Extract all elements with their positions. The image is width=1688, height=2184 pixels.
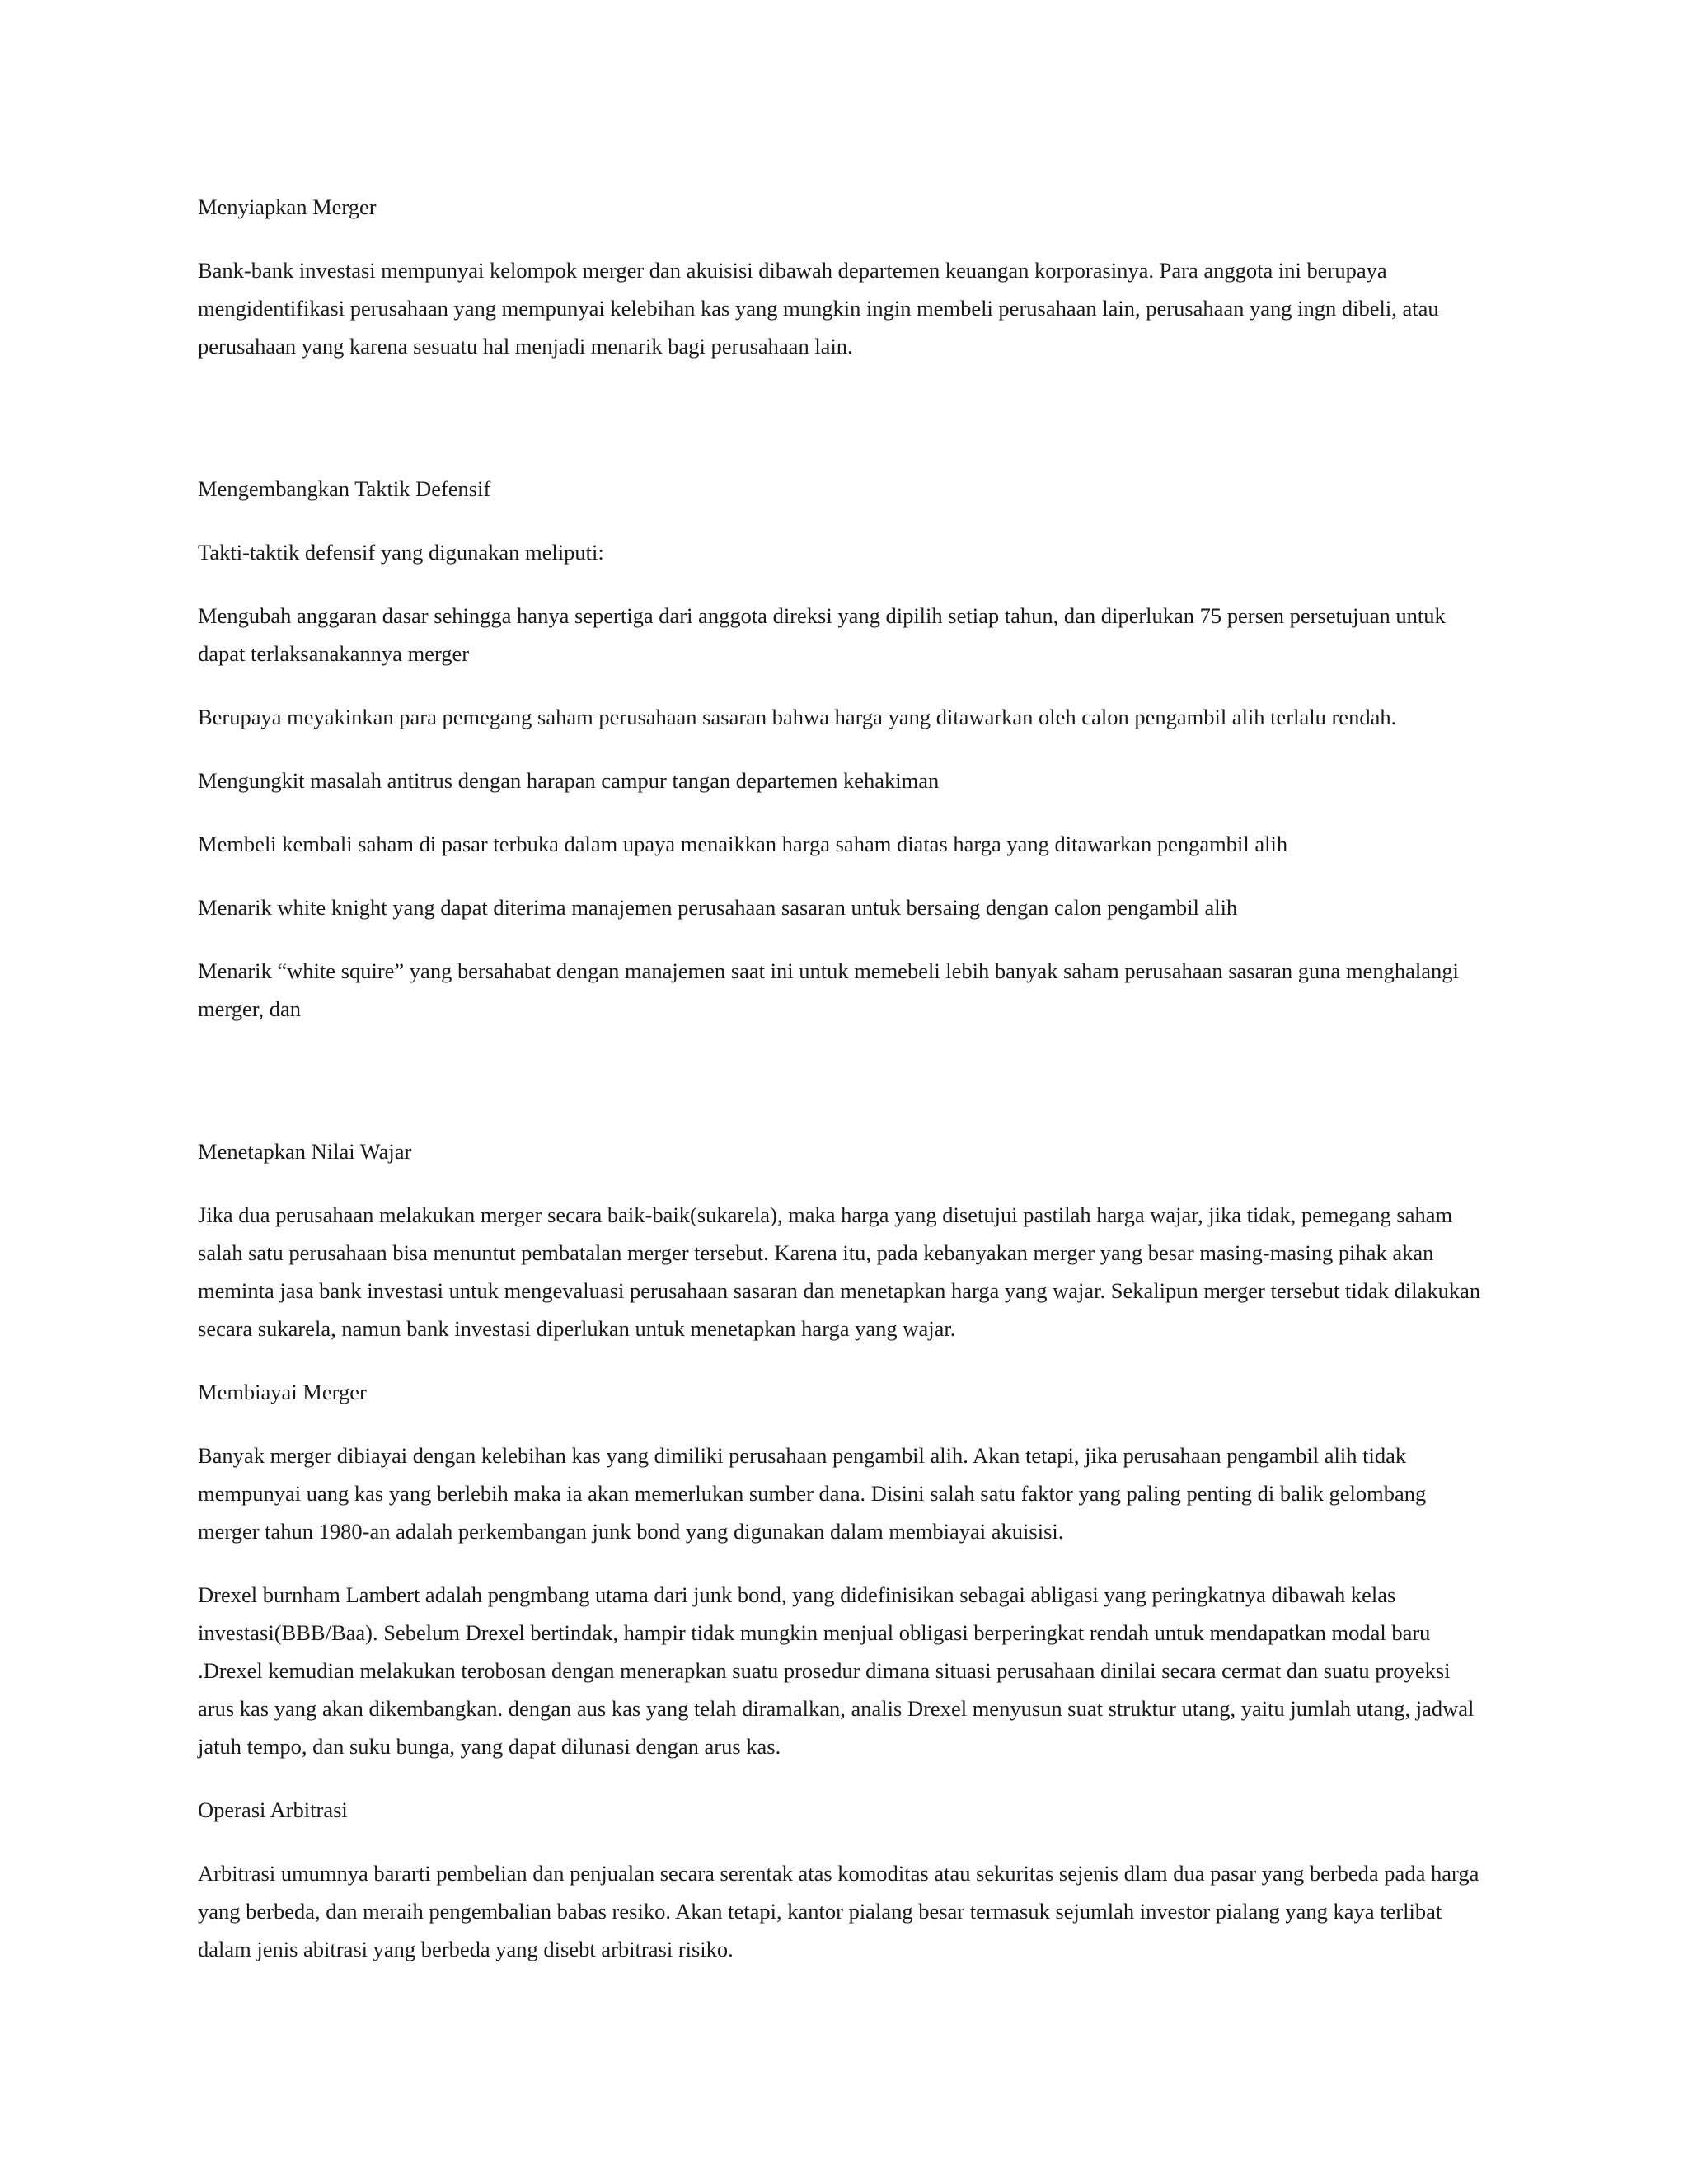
paragraph: Jika dua perusahaan melakukan merger secara baik-baik(sukarela), maka harga yang disetujui pastilah harga wajar, jika tidak, pemegang saham salah satu perusahaan bisa menuntut pembatalan merger tersebut. Karena itu, pada kebanyakan merger yang besar masing-masing pihak akan meminta jasa bank investasi untuk mengevaluasi perusahaan sasaran dan menetapkan harga yang wajar. Sekalipun merger tersebut tidak dilakukan secara sukarela, namun bank investasi diperlukan untuk menetapkan harga yang wajar. [198,1202,1481,1341]
paragraph: Menarik white knight yang dapat diterima manajemen perusahaan sasaran untuk bersaing dengan calon pengambil alih [198,895,1238,920]
paragraph: Menarik “white squire” yang bersahabat dengan manajemen saat ini untuk memebeli lebih banyak saham perusahaan sasaran guna menghalangi merger, dan [198,958,1459,1021]
paragraph: Arbitrasi umumnya bararti pembelian dan penjualan secara serentak atas komoditas atau sekuritas sejenis dlam dua pasar yang berbeda pada harga yang berbeda, dan meraih pengembalian babas resiko. Akan tetapi, kantor pialang besar termasuk sejumlah investor pialang yang kaya terlibat dalam jenis abitrasi yang berbeda yang disebt arbitrasi risiko. [198,1861,1479,1961]
paragraph: Banyak merger dibiayai dengan kelebihan kas yang dimiliki perusahaan pengambil alih. Akan tetapi, jika perusahaan pengambil alih tidak mempunyai uang kas yang berlebih maka ia akan memerlukan sumber dana. Disini salah satu faktor yang paling penting di balik gelombang merger tahun 1980-an adalah perkembangan junk bond yang digunakan dalam membiayai akuisisi. [198,1443,1427,1544]
paragraph: Berupaya meyakinkan para pemegang saham perusahaan sasaran bahwa harga yang ditawarkan oleh calon pengambil alih terlalu rendah. [198,705,1397,729]
section-heading-taktik-defensif: Mengembangkan Taktik Defensif [198,476,491,501]
section-heading-operasi-arbitrasi: Operasi Arbitrasi [198,1797,348,1822]
paragraph: Mengubah anggaran dasar sehingga hanya sepertiga dari anggota direksi yang dipilih setiap tahun, dan diperlukan 75 persen persetujuan untuk dapat terlaksanakannya merger [198,603,1446,666]
paragraph: Bank-bank investasi mempunyai kelompok merger dan akuisisi dibawah departemen keuangan korporasinya. Para anggota ini berupaya mengidentifikasi perusahaan yang mempunyai kelebihan kas yang mungkin ingin membeli perusahaan lain, perusahaan yang ingn dibeli, atau perusahaan yang karena sesuatu hal menjadi menarik bagi perusahaan lain. [198,258,1439,359]
section-heading-membiayai-merger: Membiayai Merger [198,1380,367,1404]
paragraph: Drexel burnham Lambert adalah pengmbang utama dari junk bond, yang didefinisikan sebagai abligasi yang peringkatnya dibawah kelas investasi(BBB/Baa). Sebelum Drexel bertindak, hampir tidak mungkin menjual obligasi berperingkat rendah untuk mendapatkan modal baru .Drexel kemudian melakukan terobosan dengan menerapkan suatu prosedur dimana situasi perusahaan dinilai secara cermat dan suatu proyeksi arus kas yang akan dikembangkan. dengan aus kas yang telah diramalkan, analis Drexel menyusun suat struktur utang, yaitu jumlah utang, jadwal jatuh tempo, dan suku bunga, yang dapat dilunasi dengan arus kas. [198,1582,1475,1759]
paragraph: Takti-taktik defensif yang digunakan meliputi: [198,540,604,565]
document-body [198,188,1492,1994]
section-heading-menyiapkan-merger: Menyiapkan Merger [198,194,377,219]
section-heading-nilai-wajar: Menetapkan Nilai Wajar [198,1139,412,1164]
paragraph: Mengungkit masalah antitrus dengan harapan campur tangan departemen kehakiman [198,768,940,793]
paragraph: Membeli kembali saham di pasar terbuka dalam upaya menaikkan harga saham diatas harga yang ditawarkan pengambil alih [198,832,1288,856]
